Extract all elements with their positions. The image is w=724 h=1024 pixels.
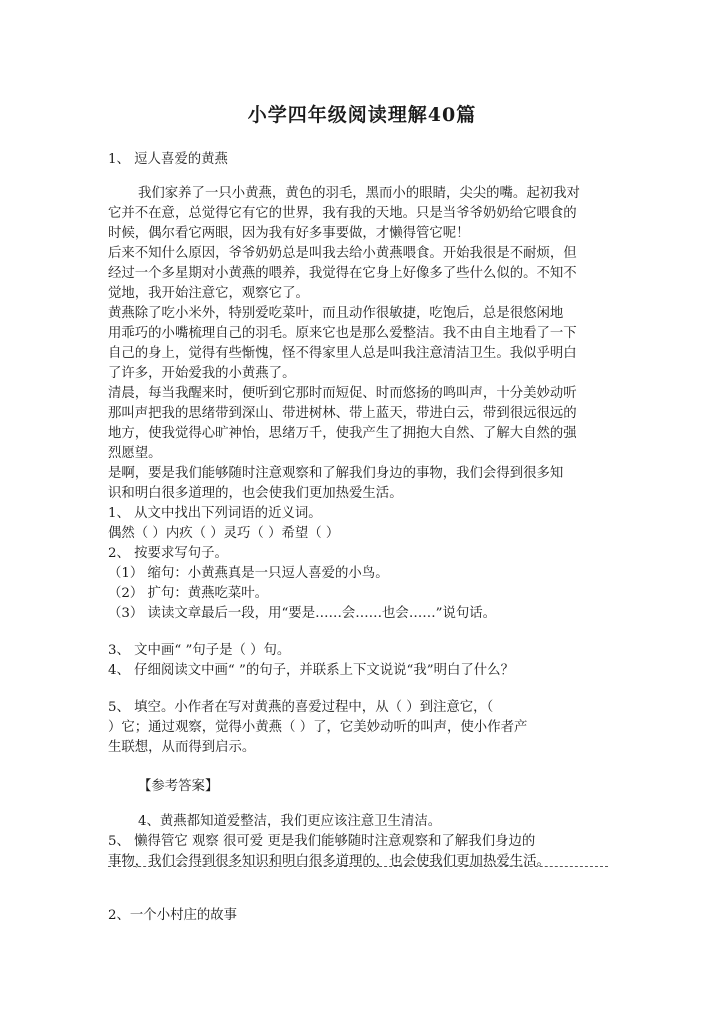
paragraph-line: 识和明白很多道理的，也会使我们更加热爱生活。 [108,486,403,501]
paragraph-line: 自己的身上，觉得有些惭愧，怪不得家里人总是叫我注意清洁卫生。我似乎明白 [108,346,577,361]
paragraph-line: 我们家养了一只小黄燕，黄色的羽毛，黑而小的眼睛，尖尖的嘴。起初我对 [138,186,580,201]
paragraph-line: 时候，偶尔看它两眼，因为我有好多事要做，才懒得管它呢！ [108,226,470,241]
paragraph-line: 那叫声把我的思绪带到深山、带进树林、带上蓝天，带进白云，带到很远很远的 [108,406,577,421]
paragraph-line: 烈愿望。 [108,446,162,461]
paragraph-line: 地方，使我觉得心旷神怡，思绪万千，使我产生了拥抱大自然、了解大自然的强 [108,426,577,441]
answer-line: 4、黄燕都知道爱整洁，我们更应该注意卫生清洁。 [138,814,442,829]
question-line: （1） 缩句：小黄燕真是一只逗人喜爱的小鸟。 [108,566,389,581]
paragraph-line: 用乖巧的小嘴梳理自己的羽毛。原来它也是那么爱整洁。我不由自主地看了一下 [108,326,577,341]
answer-line: 5、 懒得管它 观察 很可爱 更是我们能够随时注意观察和了解我们身边的 [108,834,536,849]
question-line: 5、 填空。小作者在写对黄燕的喜爱过程中，从（ ）到注意它，（ [108,700,494,715]
question-line: 2、 按要求写句子。 [108,546,228,561]
question-line: （3） 读读文章最后一段，用“要是……会……也会……”说句话。 [108,606,497,621]
section-divider [108,866,608,867]
paragraph-line: 它并不在意，总觉得它有它的世界，我有我的天地。只是当爷爷奶奶给它喂食的 [108,206,577,221]
question-line: 1、 从文中找出下列词语的近义词。 [108,506,322,521]
paragraph-line: 经过一个多星期对小黄燕的喂养，我觉得在它身上好像多了些什么似的。不知不 [108,266,577,281]
paragraph-line: 黄燕除了吃小米外，特别爱吃菜叶，而且动作很敏捷，吃饱后，总是很悠闲地 [108,306,564,321]
section-heading: 1、 逗人喜爱的黄燕 [108,152,228,167]
question-line: 4、 仔细阅读文中画“ ”的句子，并联系上下文说说“我”明白了什么？ [108,663,514,678]
question-line: 3、 文中画“ ”句子是（ ）句。 [108,643,291,658]
question-line: 偶然（ ）内疚（ ）灵巧（ ）希望（ ） [108,526,340,541]
answer-heading: 【参考答案】 [138,779,219,794]
section-heading: 2、一个小村庄的故事 [108,908,238,923]
page-title: 小学四年级阅读理解40篇 [247,104,477,126]
question-line: （2） 扩句：黄燕吃菜叶。 [108,586,269,601]
paragraph-line: 清晨，每当我醒来时，便听到它那时而短促、时而悠扬的鸣叫声，十分美妙动听 [108,386,577,401]
question-line: 生联想，从而得到启示。 [108,740,256,755]
paragraph-line: 了许多，开始爱我的小黄燕了。 [108,366,296,381]
paragraph-line: 觉地，我开始注意它，观察它了。 [108,286,309,301]
question-line: ）它；通过观察，觉得小黄燕（ ）了，它美妙动听的叫声，使小作者产 [108,720,528,735]
answer-line: 事物，我们会得到很多知识和明白很多道理的，也会使我们更加热爱生活。 [108,854,550,869]
paragraph-line: 后来不知什么原因，爷爷奶奶总是叫我去给小黄燕喂食。开始我很是不耐烦，但 [108,246,577,261]
paragraph-line: 是啊，要是我们能够随时注意观察和了解我们身边的事物，我们会得到很多知 [108,466,564,481]
